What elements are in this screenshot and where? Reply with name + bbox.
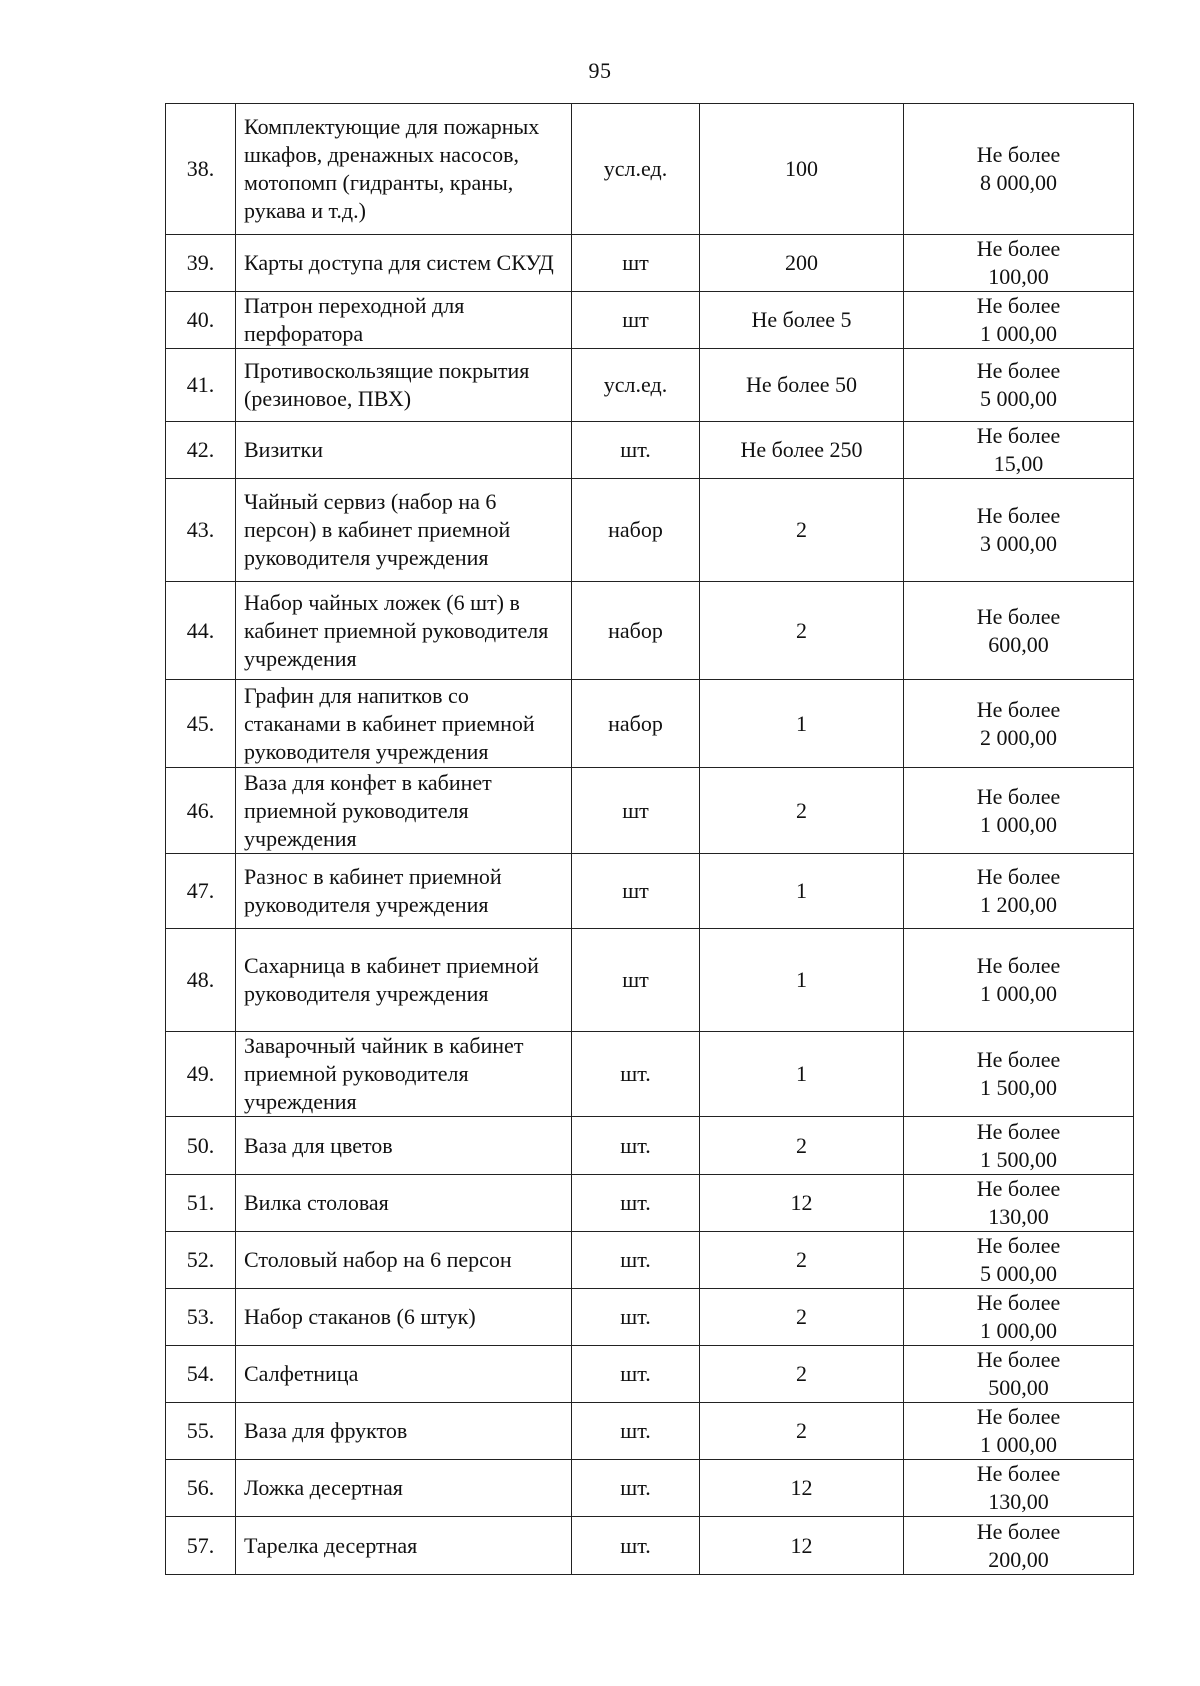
item-name: Столовый набор на 6 персон xyxy=(236,1232,572,1289)
item-unit: набор xyxy=(572,582,700,680)
row-number: 52. xyxy=(166,1232,236,1289)
item-price xyxy=(904,854,1134,929)
item-unit: набор xyxy=(572,680,700,768)
price-value: 130,00 xyxy=(988,1204,1049,1229)
price-value: 200,00 xyxy=(988,1546,1049,1572)
row-number: 47. xyxy=(166,854,236,929)
table-row xyxy=(166,1517,1134,1575)
item-quantity: 2 xyxy=(700,1403,904,1460)
item-price xyxy=(904,1117,1134,1175)
item-quantity: 100 xyxy=(700,104,904,235)
table-row xyxy=(166,680,1134,768)
item-quantity: 200 xyxy=(700,235,904,292)
table-row xyxy=(166,1403,1134,1460)
price-value: 1 500,00 xyxy=(980,1146,1057,1172)
row-number: 46. xyxy=(166,768,236,854)
item-name: Заварочный чайник в кабинет приемной руководителя учреждения xyxy=(236,1032,572,1117)
item-quantity: 12 xyxy=(700,1175,904,1232)
item-unit: шт. xyxy=(572,1346,700,1403)
price-value: 500,00 xyxy=(988,1375,1049,1400)
row-number: 56. xyxy=(166,1460,236,1517)
price-value: 1 000,00 xyxy=(980,811,1057,837)
price-value: 5 000,00 xyxy=(980,1261,1057,1286)
item-name: Чайный сервиз (набор на 6 персон) в кабинет приемной руководителя учреждения xyxy=(236,479,572,582)
price-prefix: Не более xyxy=(976,1176,1061,1201)
price-value: 600,00 xyxy=(988,631,1049,657)
table-row xyxy=(166,235,1134,292)
row-number: 48. xyxy=(166,929,236,1032)
item-price xyxy=(904,422,1134,479)
table-row xyxy=(166,1346,1134,1403)
item-unit: шт xyxy=(572,929,700,1032)
price-value: 3 000,00 xyxy=(980,531,1057,556)
item-price xyxy=(904,768,1134,854)
table-row xyxy=(166,1117,1134,1175)
item-quantity: 2 xyxy=(700,1117,904,1175)
item-name: Ваза для фруктов xyxy=(236,1403,572,1460)
price-prefix: Не более xyxy=(976,1347,1061,1372)
price-prefix: Не более xyxy=(976,1461,1061,1486)
price-prefix: Не более xyxy=(976,1404,1061,1429)
item-unit: шт. xyxy=(572,1117,700,1175)
price-prefix: Не более xyxy=(976,236,1061,261)
item-price xyxy=(904,292,1134,349)
price-prefix: Не более xyxy=(976,864,1061,889)
price-value: 1 500,00 xyxy=(980,1075,1057,1100)
item-quantity: 2 xyxy=(700,1232,904,1289)
item-name: Ваза для конфет в кабинет приемной руководителя учреждения xyxy=(236,768,572,854)
price-prefix: Не более xyxy=(976,1290,1061,1315)
item-unit: шт xyxy=(572,235,700,292)
row-number: 50. xyxy=(166,1117,236,1175)
row-number: 40. xyxy=(166,292,236,349)
row-number: 44. xyxy=(166,582,236,680)
price-value: 8 000,00 xyxy=(980,170,1057,195)
item-unit: шт. xyxy=(572,1289,700,1346)
item-unit: шт. xyxy=(572,1175,700,1232)
item-price xyxy=(904,1460,1134,1517)
price-prefix: Не более xyxy=(976,423,1061,448)
item-name: Сахарница в кабинет приемной руководителя учреждения xyxy=(236,929,572,1032)
item-quantity: 2 xyxy=(700,479,904,582)
row-number: 51. xyxy=(166,1175,236,1232)
item-quantity: Не более 250 xyxy=(700,422,904,479)
item-quantity: Не более 50 xyxy=(700,349,904,422)
row-number: 42. xyxy=(166,422,236,479)
table-row xyxy=(166,422,1134,479)
item-quantity: 2 xyxy=(700,1289,904,1346)
row-number: 54. xyxy=(166,1346,236,1403)
row-number: 41. xyxy=(166,349,236,422)
item-unit: шт. xyxy=(572,1460,700,1517)
item-name: Комплектующие для пожарных шкафов, дренажных насосов, мотопомп (гидранты, краны, рукава и т.д.) xyxy=(236,104,572,235)
item-quantity: 1 xyxy=(700,929,904,1032)
price-prefix: Не более xyxy=(976,503,1061,528)
item-name: Набор стаканов (6 штук) xyxy=(236,1289,572,1346)
item-name: Набор чайных ложек (6 шт) в кабинет приемной руководителя учреждения xyxy=(236,582,572,680)
item-quantity: 1 xyxy=(700,854,904,929)
item-unit: усл.ед. xyxy=(572,104,700,235)
price-prefix: Не более xyxy=(976,696,1061,722)
item-name: Карты доступа для систем СКУД xyxy=(236,235,572,292)
price-prefix: Не более xyxy=(976,1233,1061,1258)
table-row xyxy=(166,479,1134,582)
table-row xyxy=(166,582,1134,680)
price-prefix: Не более xyxy=(976,142,1061,167)
table-row xyxy=(166,1232,1134,1289)
table-row xyxy=(166,349,1134,422)
item-name: Тарелка десертная xyxy=(236,1517,572,1575)
price-prefix: Не более xyxy=(976,603,1061,629)
price-prefix: Не более xyxy=(976,1047,1061,1072)
price-value: 1 000,00 xyxy=(980,981,1057,1006)
price-value: 5 000,00 xyxy=(980,386,1057,411)
price-value: 100,00 xyxy=(988,264,1049,289)
table-row xyxy=(166,1460,1134,1517)
item-unit: шт. xyxy=(572,1517,700,1575)
item-price xyxy=(904,479,1134,582)
items-table-body xyxy=(166,104,1134,1575)
item-name: Патрон переходной для перфоратора xyxy=(236,292,572,349)
item-unit: шт. xyxy=(572,422,700,479)
item-quantity: 12 xyxy=(700,1517,904,1575)
table-row xyxy=(166,292,1134,349)
table-row xyxy=(166,854,1134,929)
row-number: 57. xyxy=(166,1517,236,1575)
item-name: Графин для напитков со стаканами в кабинет приемной руководителя учреждения xyxy=(236,680,572,768)
price-value: 15,00 xyxy=(993,451,1044,476)
item-name: Салфетница xyxy=(236,1346,572,1403)
price-prefix: Не более xyxy=(976,1118,1061,1144)
item-price xyxy=(904,1232,1134,1289)
item-quantity: 2 xyxy=(700,1346,904,1403)
price-prefix: Не более xyxy=(976,783,1061,809)
item-quantity: Не более 5 xyxy=(700,292,904,349)
item-unit: шт xyxy=(572,854,700,929)
item-price xyxy=(904,104,1134,235)
item-quantity: 12 xyxy=(700,1460,904,1517)
item-name: Ложка десертная xyxy=(236,1460,572,1517)
item-price xyxy=(904,1517,1134,1575)
table-row xyxy=(166,929,1134,1032)
price-value: 1 000,00 xyxy=(980,1432,1057,1457)
price-value: 1 200,00 xyxy=(980,892,1057,917)
item-unit: шт xyxy=(572,768,700,854)
item-unit: шт. xyxy=(572,1403,700,1460)
item-price xyxy=(904,235,1134,292)
item-quantity: 2 xyxy=(700,768,904,854)
price-value: 1 000,00 xyxy=(980,1318,1057,1343)
table-row xyxy=(166,1175,1134,1232)
item-quantity: 2 xyxy=(700,582,904,680)
row-number: 45. xyxy=(166,680,236,768)
item-unit: шт xyxy=(572,292,700,349)
price-value: 2 000,00 xyxy=(980,724,1057,750)
row-number: 38. xyxy=(166,104,236,235)
table-row xyxy=(166,768,1134,854)
item-price xyxy=(904,1032,1134,1117)
item-price xyxy=(904,1403,1134,1460)
item-price xyxy=(904,680,1134,768)
item-name: Визитки xyxy=(236,422,572,479)
table-row xyxy=(166,1289,1134,1346)
item-price xyxy=(904,1175,1134,1232)
item-unit: шт. xyxy=(572,1032,700,1117)
item-unit: шт. xyxy=(572,1232,700,1289)
item-name: Противоскользящие покрытия (резиновое, ПВХ) xyxy=(236,349,572,422)
price-prefix: Не более xyxy=(976,358,1061,383)
page-number: 95 xyxy=(588,58,612,83)
item-unit: набор xyxy=(572,479,700,582)
item-name: Ваза для цветов xyxy=(236,1117,572,1175)
price-value: 1 000,00 xyxy=(980,321,1057,346)
price-value: 130,00 xyxy=(988,1489,1049,1514)
item-price xyxy=(904,582,1134,680)
item-quantity: 1 xyxy=(700,680,904,768)
row-number: 53. xyxy=(166,1289,236,1346)
items-table xyxy=(165,103,1134,1575)
row-number: 55. xyxy=(166,1403,236,1460)
table-row xyxy=(166,1032,1134,1117)
price-prefix: Не более xyxy=(976,293,1061,318)
row-number: 39. xyxy=(166,235,236,292)
item-name: Вилка столовая xyxy=(236,1175,572,1232)
item-quantity: 1 xyxy=(700,1032,904,1117)
row-number: 43. xyxy=(166,479,236,582)
item-unit: усл.ед. xyxy=(572,349,700,422)
item-name: Разнос в кабинет приемной руководителя учреждения xyxy=(236,854,572,929)
table-row xyxy=(166,104,1134,235)
price-prefix: Не более xyxy=(976,1518,1061,1544)
item-price xyxy=(904,1346,1134,1403)
row-number: 49. xyxy=(166,1032,236,1117)
item-price xyxy=(904,1289,1134,1346)
item-price xyxy=(904,349,1134,422)
price-prefix: Не более xyxy=(976,953,1061,978)
item-price xyxy=(904,929,1134,1032)
